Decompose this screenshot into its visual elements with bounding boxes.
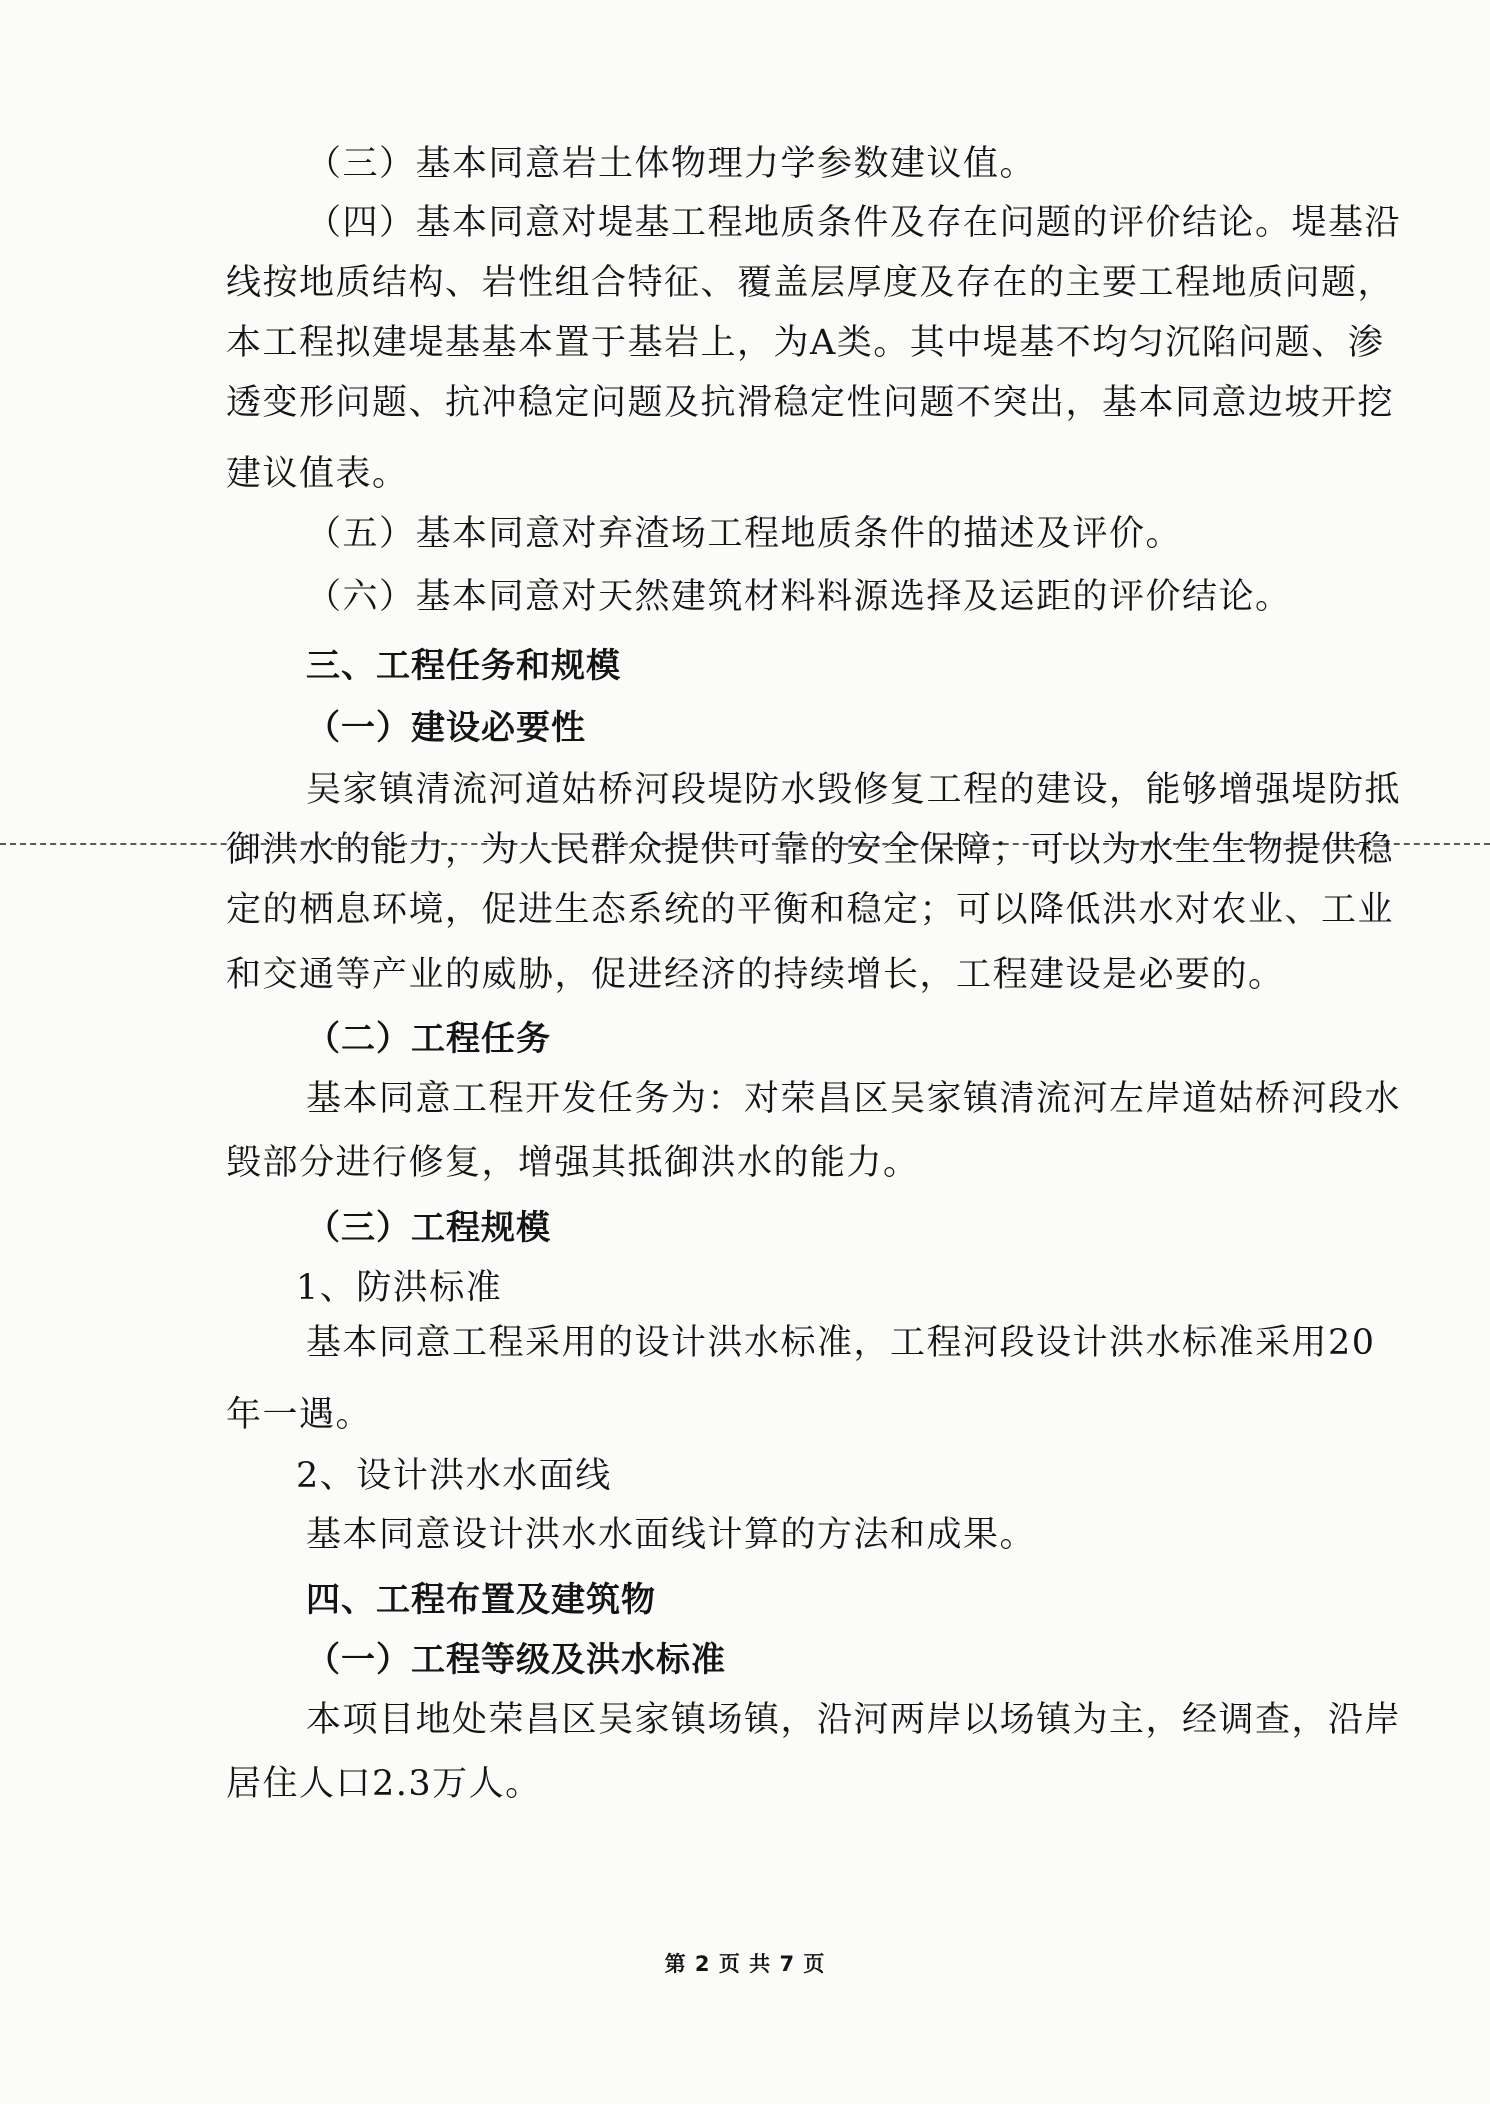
paragraph-line: 御洪水的能力，为人民群众提供可靠的安全保障；可以为水生生物提供稳 bbox=[226, 830, 1395, 870]
paragraph-line: 基本同意工程开发任务为：对荣昌区吴家镇清流河左岸道姑桥河段水 bbox=[306, 1079, 1402, 1119]
paragraph-line: 本工程拟建堤基基本置于基岩上，为A类。其中堤基不均匀沉陷问题、渗 bbox=[226, 323, 1385, 363]
paragraph-line: （六）基本同意对天然建筑材料料源选择及运距的评价结论。 bbox=[306, 577, 1292, 617]
subsection-heading: （一）建设必要性 bbox=[306, 708, 586, 748]
paragraph-line: 本项目地处荣昌区吴家镇场镇，沿河两岸以场镇为主，经调查，沿岸 bbox=[306, 1700, 1402, 1740]
paragraph-line: 和交通等产业的威胁，促进经济的持续增长，工程建设是必要的。 bbox=[226, 955, 1285, 995]
list-item: 1、防洪标准 bbox=[296, 1268, 503, 1308]
paragraph-line: 建议值表。 bbox=[226, 454, 409, 494]
subsection-heading: （一）工程等级及洪水标准 bbox=[306, 1640, 726, 1680]
paragraph-line: 年一遇。 bbox=[226, 1395, 373, 1435]
paragraph-line: 定的栖息环境，促进生态系统的平衡和稳定；可以降低洪水对农业、工业 bbox=[226, 890, 1395, 930]
paragraph-line: 线按地质结构、岩性组合特征、覆盖层厚度及存在的主要工程地质问题， bbox=[226, 263, 1395, 303]
paragraph-line: （四）基本同意对堤基工程地质条件及存在问题的评价结论。堤基沿 bbox=[306, 203, 1402, 243]
paragraph-line: 毁部分进行修复，增强其抵御洪水的能力。 bbox=[226, 1143, 920, 1183]
paragraph-line: 透变形问题、抗冲稳定问题及抗滑稳定性问题不突出，基本同意边坡开挖 bbox=[226, 383, 1395, 423]
list-item: 2、设计洪水水面线 bbox=[296, 1456, 612, 1496]
section-heading: 三、工程任务和规模 bbox=[306, 646, 621, 686]
paragraph-line: （三）基本同意岩土体物理力学参数建议值。 bbox=[306, 144, 1037, 184]
section-heading: 四、工程布置及建筑物 bbox=[306, 1580, 656, 1620]
paragraph-line: （五）基本同意对弃渣场工程地质条件的描述及评价。 bbox=[306, 514, 1183, 554]
paragraph-line: 基本同意工程采用的设计洪水标准，工程河段设计洪水标准采用20 bbox=[306, 1323, 1376, 1363]
page-number-footer: 第 2 页 共 7 页 bbox=[664, 1952, 826, 1976]
paragraph-line: 居住人口2.3万人。 bbox=[226, 1764, 542, 1804]
paragraph-line: 吴家镇清流河道姑桥河段堤防水毁修复工程的建设，能够增强堤防抵 bbox=[306, 770, 1402, 810]
subsection-heading: （三）工程规模 bbox=[306, 1208, 551, 1248]
paragraph-line: 基本同意设计洪水水面线计算的方法和成果。 bbox=[306, 1515, 1037, 1555]
subsection-heading: （二）工程任务 bbox=[306, 1019, 551, 1059]
